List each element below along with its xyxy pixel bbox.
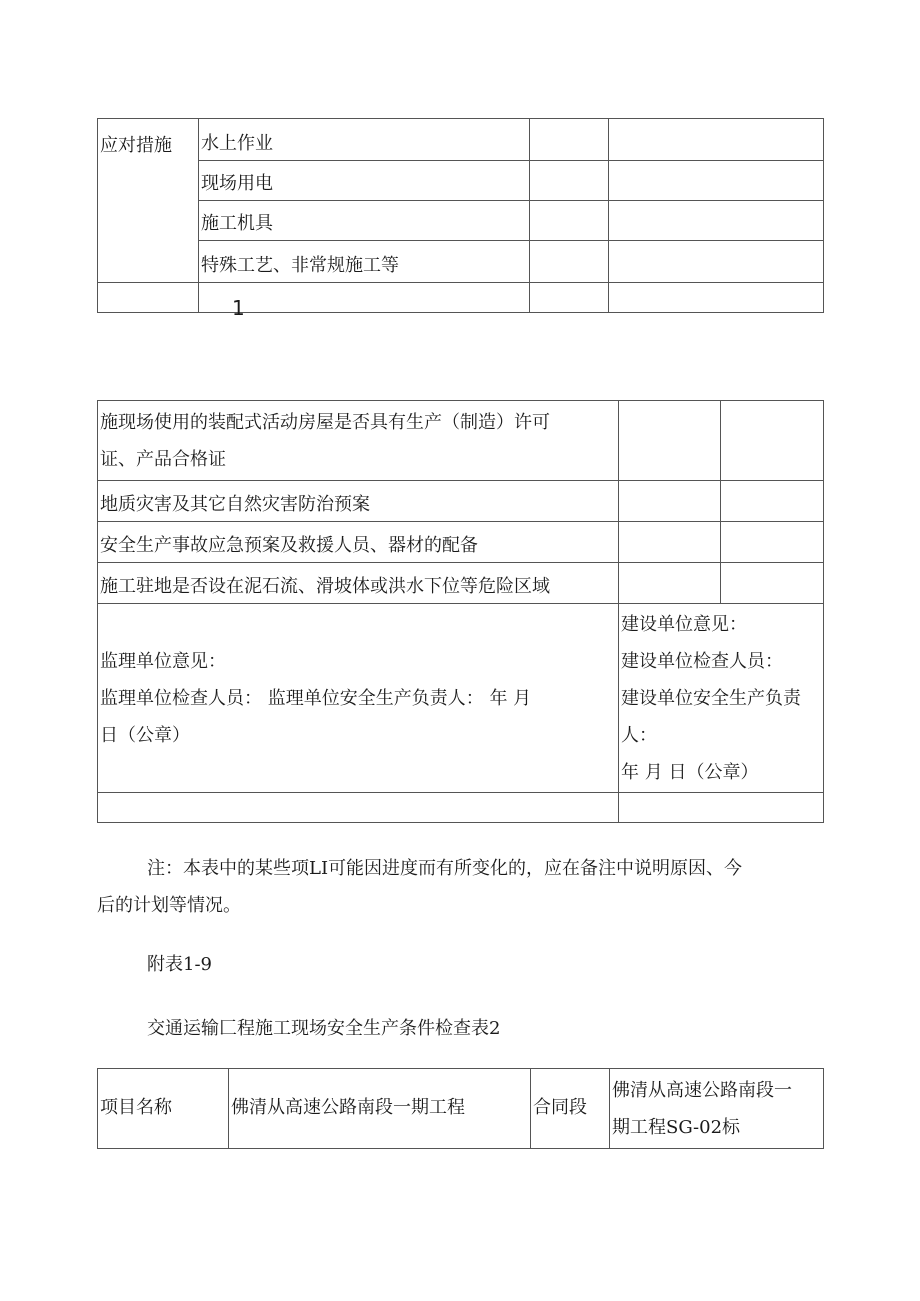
contract-label: 合同段 — [531, 1069, 610, 1149]
empty-cell — [609, 119, 824, 161]
empty-cell — [609, 241, 824, 283]
owner-line: 建设单位意见： — [621, 613, 747, 635]
supervision-line: 监理单位检查人员： 监理单位安全生产负责人： 年 月 — [100, 687, 532, 709]
check-item-line: 证、产品合格证 — [100, 448, 226, 470]
owner-line: 建设单位安全生产负责 — [621, 687, 801, 709]
check-item: 施工驻地是否设在泥石流、滑坡体或洪水下位等危险区域 — [98, 563, 619, 604]
measure-item: 施工机具 — [199, 201, 530, 241]
appendix-label: 附表1-9 — [147, 954, 212, 975]
owner-opinion — [619, 604, 824, 793]
empty-cell — [530, 283, 609, 313]
empty-cell — [530, 119, 609, 161]
measure-item: 水上作业 — [199, 119, 530, 161]
supervision-line: 日（公章） — [100, 724, 190, 746]
note-line: 后的计划等情况。 — [97, 895, 241, 916]
empty-cell — [619, 563, 721, 604]
contract-value — [610, 1069, 824, 1149]
empty-cell — [619, 401, 721, 481]
contract-value-line: 期工程SG-02标 — [612, 1116, 741, 1138]
page-number: 1 — [232, 296, 245, 320]
owner-line: 人： — [621, 724, 657, 746]
empty-cell — [609, 283, 824, 313]
contract-value-line: 佛清从高速公路南段一 — [612, 1079, 792, 1101]
project-name-value: 佛清从高速公路南段一期工程 — [229, 1069, 531, 1149]
measure-item: 现场用电 — [199, 161, 530, 201]
empty-cell — [199, 283, 530, 313]
note-line: 注：本表中的某些项LI可能因进度而有所变化的，应在备注中说明原因、今 — [147, 858, 743, 879]
empty-cell — [721, 522, 824, 563]
empty-cell — [530, 161, 609, 201]
owner-line: 年 月 日（公章） — [621, 761, 759, 783]
empty-cell — [609, 161, 824, 201]
empty-cell — [530, 201, 609, 241]
empty-cell — [721, 563, 824, 604]
empty-cell — [721, 401, 824, 481]
check-item — [98, 401, 619, 481]
empty-cell — [98, 793, 619, 823]
measure-item: 特殊工艺、非常规施工等 — [199, 241, 530, 283]
check-item-line: 施现场使用的装配式活动房屋是否具有生产（制造）许可 — [100, 411, 550, 433]
empty-cell — [98, 283, 199, 313]
project-name-label: 项目名称 — [98, 1069, 229, 1149]
empty-cell — [619, 522, 721, 563]
checklist-table — [97, 400, 824, 823]
check-item: 地质灾害及其它自然灾害防治预案 — [98, 481, 619, 522]
supervision-line: 监理单位意见： — [100, 650, 226, 672]
empty-cell — [619, 481, 721, 522]
empty-cell — [609, 201, 824, 241]
measures-table — [97, 118, 824, 313]
check-item: 安全生产事故应急预案及救援人员、器材的配备 — [98, 522, 619, 563]
supervision-opinion — [98, 604, 619, 793]
project-info-table — [97, 1068, 824, 1149]
empty-cell — [530, 241, 609, 283]
note-paragraph — [97, 850, 807, 924]
form-title: 交通运输匚程施工现场安全生产条件检查表2 — [147, 1018, 501, 1039]
empty-cell — [721, 481, 824, 522]
measures-group-label: 应对措施 — [98, 119, 199, 283]
owner-line: 建设单位检查人员： — [621, 650, 783, 672]
empty-cell — [619, 793, 824, 823]
